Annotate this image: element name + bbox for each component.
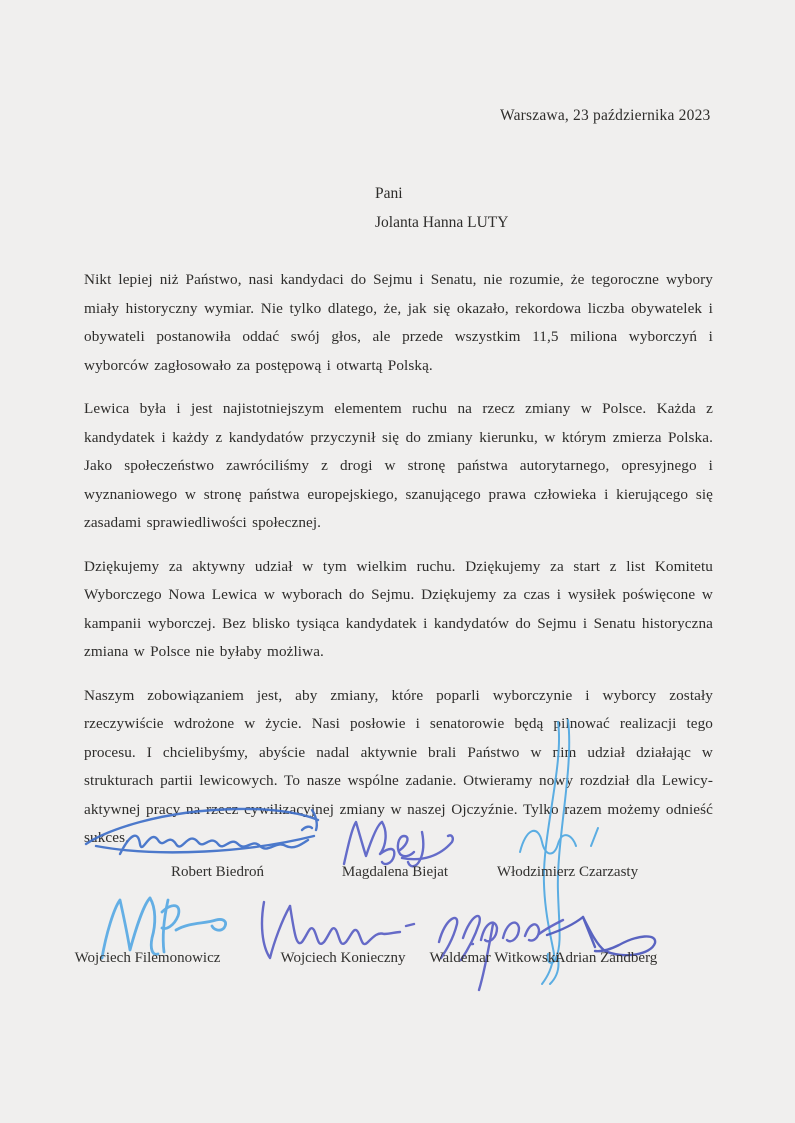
signature-waldemar-witkowski-icon <box>415 898 565 998</box>
signatory-name-magdalena-biejat: Magdalena Biejat <box>341 864 449 880</box>
addressee-name: Jolanta Hanna LUTY <box>375 214 509 231</box>
signatory-name-wlodzimierz-czarzasty: Włodzimierz Czarzasty <box>496 864 639 880</box>
paragraph-1: Nikt lepiej niż Państwo, nasi kandydaci do Sejmu i Senatu, nie rozumie, że tegoroczne wybory miały historyczny wymiar. Nie tylko dlatego, że, jak się okazało, rekordowa liczba obywatelek i obywateli postanowiła oddać swój głos, ale przede wszystkim 11,5 miliona wyborczyń i wyborców zagłosowało za postępową i otwartą Polską. <box>84 271 713 374</box>
addressee-block <box>375 179 508 237</box>
paragraph-4: Naszym zobowiązaniem jest, aby zmiany, które poparli wyborczynie i wyborcy zostały rzeczywiście wdrożone w życie. Nasi posłowie i senatorowie będą pilnować realizacji tego procesu. I chcielibyśmy, abyście nadal aktywnie brali Państwo w nim udział działając w strukturach partii lewicowych. To nasze wspólne zadanie. Otwieramy nowy rozdział dla Lewicy- aktywnej pracy na rzecz cywilizacyjnej zmiany w naszej Ojczyźnie. Tylko razem możemy odnieść sukces. <box>84 686 713 846</box>
date-line: Warszawa, 23 października 2023 <box>500 107 711 124</box>
signatory-name-wojciech-konieczny: Wojciech Konieczny <box>280 950 406 966</box>
letter-body <box>84 266 713 868</box>
paragraph-2: Lewica była i jest najistotniejszym elementem ruchu na rzecz zmiany w Polsce. Każda z kandydatek i każdy z kandydatów przyczynił się do zmiany kierunku, w którym zmierza Polska. Jako społeczeństwo zawróciliśmy z drogi w stronę państwa autorytarnego, opresyjnego i wyznaniowego w stronę państwa europejskiego, szanującego prawa człowieka i kierującego się zasadami sprawiedliwości społecznej. <box>84 400 713 531</box>
signatory-name-adrian-zandberg: Adrian Zandberg <box>554 950 658 966</box>
signatory-name-waldemar-witkowski: Waldemar Witkowski <box>429 950 560 966</box>
paragraph-3: Dziękujemy za aktywny udział w tym wielkim ruchu. Dziękujemy za start z list Komitetu Wyborczego Nowa Lewica w wyborach do Sejmu. Dziękujemy za czas i wysiłek poświęcone w kampanii wyborczej. Bez blisko tysiąca kandydatek i kandydatów do Sejmu i Senatu historyczna zmiana w Polsce nie byłaby możliwa. <box>84 557 713 660</box>
signatory-name-robert-biedron: Robert Biedroń <box>171 864 264 880</box>
addressee-salutation: Pani <box>375 185 403 202</box>
signatory-name-wojciech-filemonowicz: Wojciech Filemonowicz <box>74 950 221 966</box>
